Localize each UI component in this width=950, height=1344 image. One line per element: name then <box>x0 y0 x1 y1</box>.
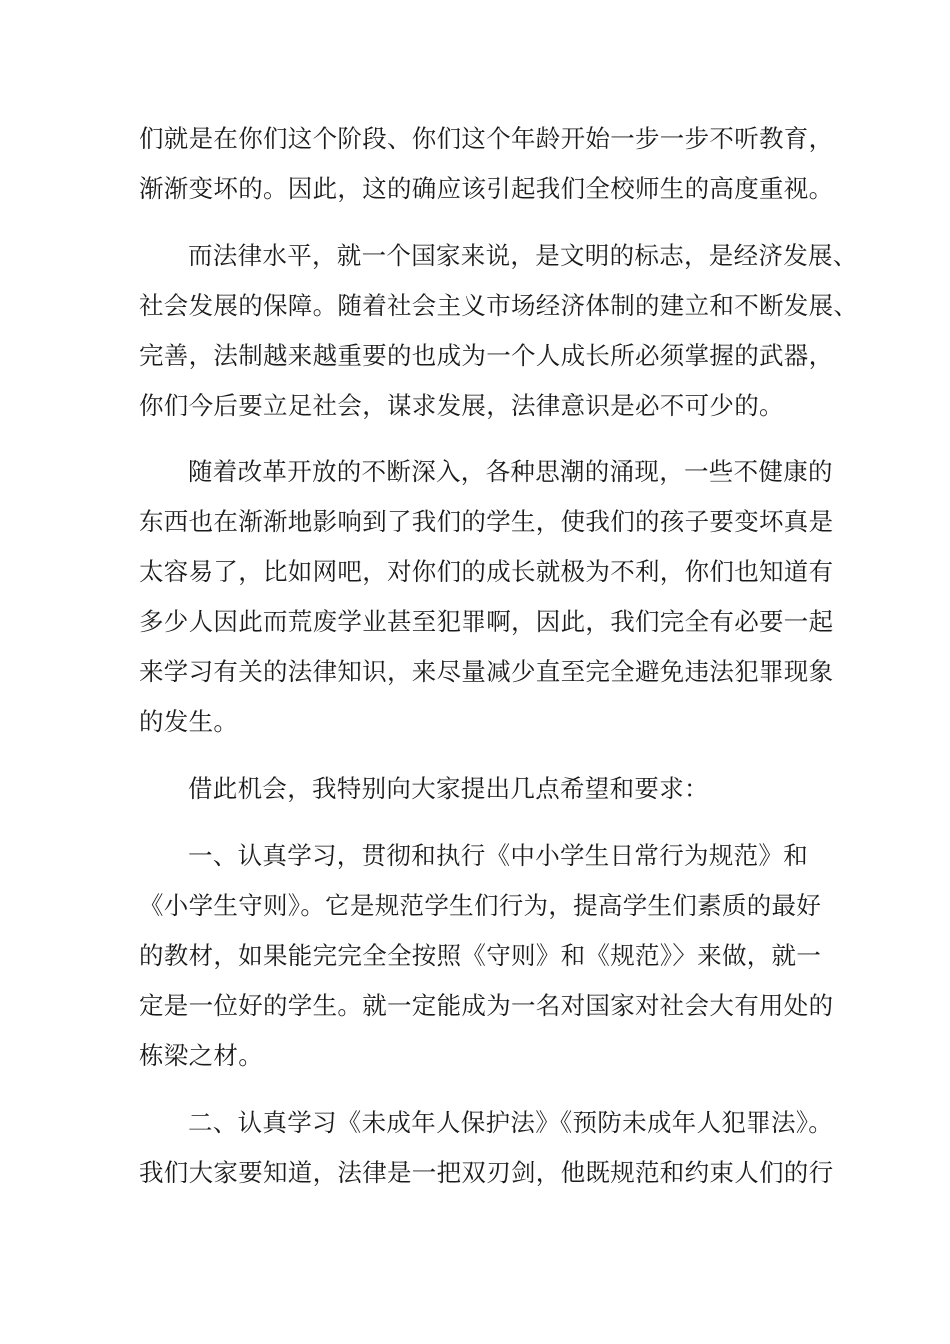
text-line: 一、认真学习，贯彻和执行《中小学生日常行为规范》和 <box>188 841 808 870</box>
text-line: 随着改革开放的不断深入，各种思潮的涌现，一些不健康的 <box>188 457 833 486</box>
text-line: 的教材，如果能完完全全按照《守则》和《规范》〉来做，就一 <box>139 941 822 970</box>
text-line: 东西也在渐渐地影响到了我们的学生，使我们的孩子要变坏真是 <box>139 507 834 536</box>
text-line: 二、认真学习《未成年人保护法》《预防未成年人犯罪法》。 <box>188 1108 834 1137</box>
text-line: 社会发展的保障。随着社会主义市场经济体制的建立和不断发展、 <box>139 291 859 320</box>
text-line: 渐渐变坏的。因此，这的确应该引起我们全校师生的高度重视。 <box>139 174 834 203</box>
text-line: 你们今后要立足社会，谋求发展，法律意识是必不可少的。 <box>139 391 784 420</box>
text-line: 们就是在你们这个阶段、你们这个年龄开始一步一步不听教育， <box>139 124 834 153</box>
text-line: 栋梁之材。 <box>139 1041 263 1070</box>
text-line: 我们大家要知道，法律是一把双刃剑，他既规范和约束人们的行 <box>139 1158 834 1187</box>
text-line: 来学习有关的法律知识，来尽量减少直至完全避免违法犯罪现象 <box>139 657 834 686</box>
text-line: 《小学生守则》。它是规范学生们行为，提高学生们素质的最好 <box>139 891 822 920</box>
text-line: 而法律水平，就一个国家来说，是文明的标志，是经济发展、 <box>188 241 858 270</box>
text-line: 定是一位好的学生。就一定能成为一名对国家对社会大有用处的 <box>139 991 834 1020</box>
text-line: 的发生。 <box>139 707 239 736</box>
text-line: 借此机会，我特别向大家提出几点希望和要求： <box>188 774 709 803</box>
text-line: 多少人因此而荒废学业甚至犯罪啊，因此，我们完全有必要一起 <box>139 607 834 636</box>
text-line: 完善，法制越来越重要的也成为一个人成长所必须掌握的武器， <box>139 341 834 370</box>
text-line: 太容易了，比如网吧，对你们的成长就极为不利，你们也知道有 <box>139 557 834 586</box>
